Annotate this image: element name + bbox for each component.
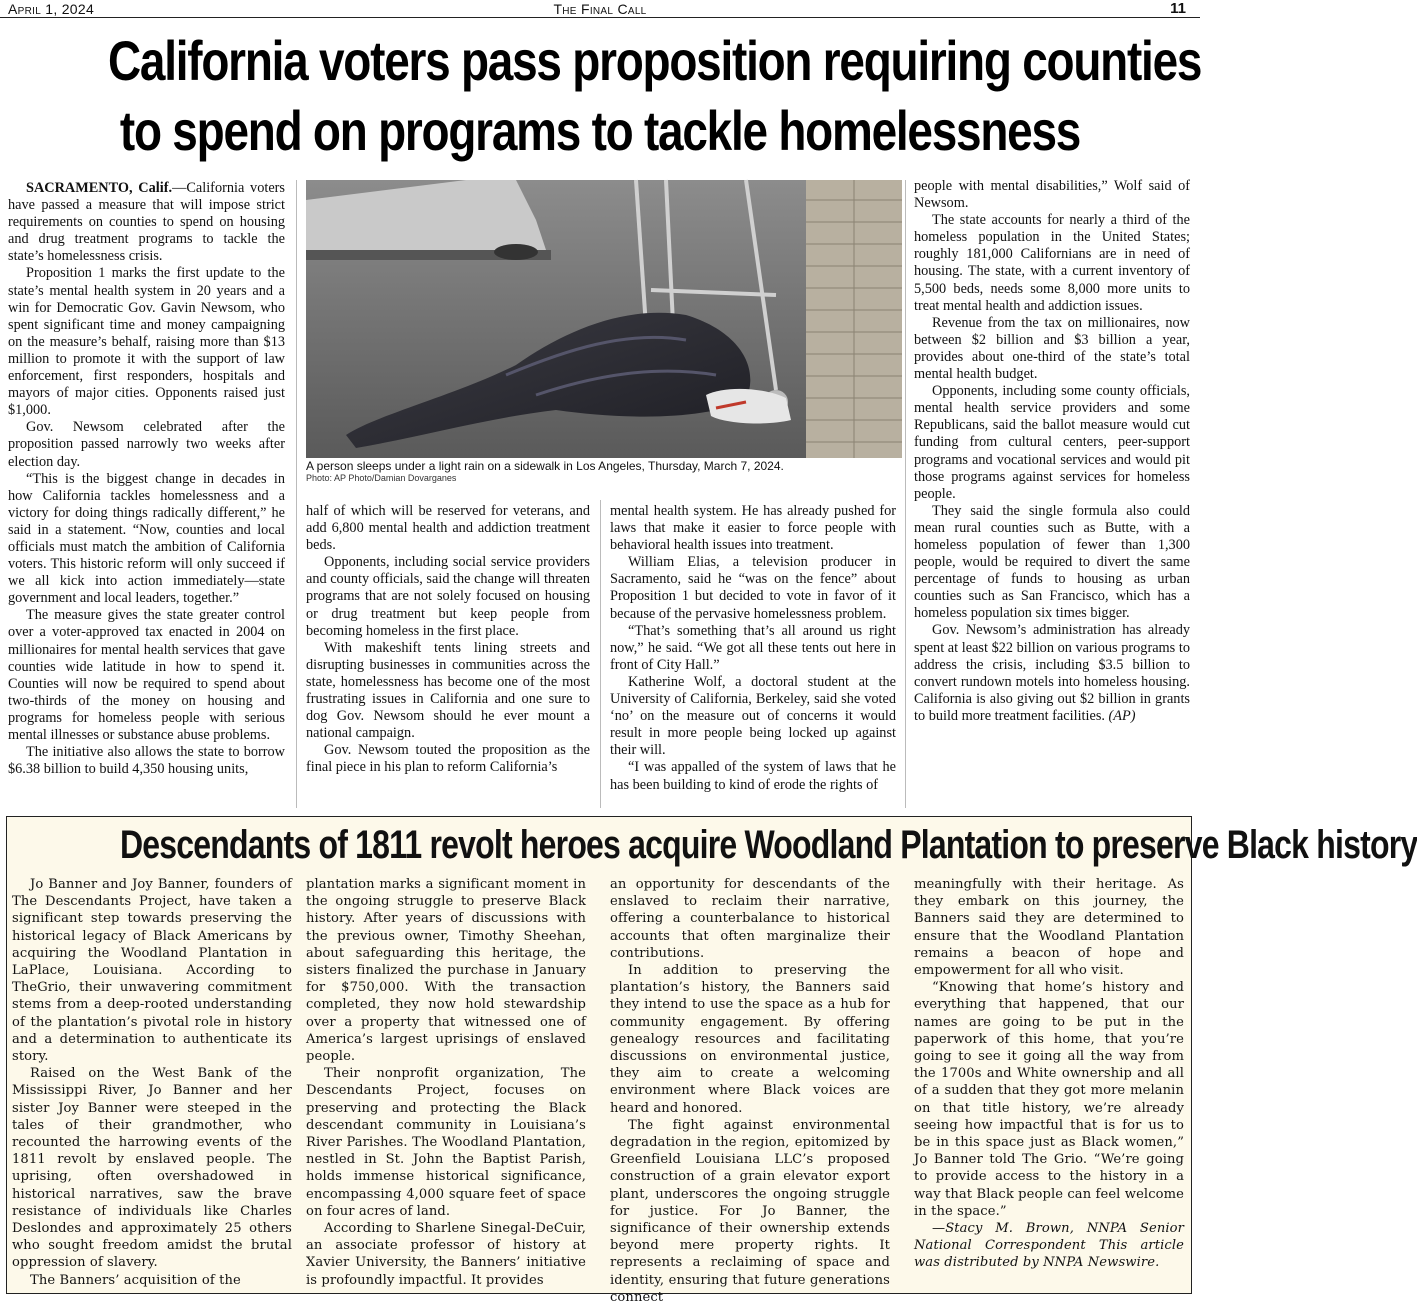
wire-signoff: (AP) <box>1108 707 1136 724</box>
paragraph: Opponents, including some county officials, mental health service providers and some Republicans, said the ballot measure would cut funding from cultural centers, peer-support programs and vocational services and would pit those programs against services for homeless people. <box>914 383 1190 502</box>
paragraph: The state accounts for nearly a third of the homeless population in the United States; roughly 181,000 Californians are in need of housing. The state, with a current inventory of 5,500 beds, needs some 8,000 more units to treat mental health and addiction issues. <box>914 212 1190 314</box>
paragraph: half of which will be reserved for veterans, and add 6,800 mental health and addiction treatment beds. <box>306 503 590 554</box>
publication-name: The Final Call <box>553 1 647 17</box>
story1-lead-paragraph: SACRAMENTO, Calif.—California voters have passed a measure that will impose strict requirements on counties to spend on housing and drug treatment programs to tackle the state’s homelessness crisis. <box>8 180 285 265</box>
paragraph: Gov. Newsom touted the proposition as the final piece in his plan to reform California’s <box>306 742 590 776</box>
story1-column-1 <box>8 180 285 808</box>
paragraph: Katherine Wolf, a doctoral student at the University of California, Berkeley, said she voted ‘no’ on the measure out of concerns it would result in more people being locked up against their will. <box>610 673 896 759</box>
page-number: 11 <box>1170 0 1186 17</box>
paragraph: Their nonprofit organization, The Descendants Project, focuses on preserving and protecting the Black descendant community in Louisiana’s River Parishes. The Woodland Plantation, nestled in St. John the Baptist Parish, holds immense historical significance, encompassing 4,000 square feet of space on four acres of land. <box>306 1066 586 1219</box>
paragraph: Jo Banner and Joy Banner, founders of The Descendants Project, have taken a significant step towards preserving the historical legacy of Black Americans by acquiring the Woodland Plantation in LaPlace, Louisiana. According to TheGrio, their unwavering commitment stems from a deep-rooted understanding of the plantation’s pivotal role in history and a determination to authenticate its story. <box>12 877 292 1065</box>
paragraph: meaningfully with their heritage. As they embark on this journey, the Banners said they are determined to ensure that the Woodland Plantation remains a beacon of hope and empowerment for all who visit. <box>914 877 1184 979</box>
paragraph: The fight against environmental degradation in the region, epitomized by Greenfield Louisiana LLC’s proposed construction of a grain elevator export plant, underscores the ongoing struggle for justice. For Jo Banner, the significance of their ownership extends beyond mere property rights. It represents a reclaiming of space and identity, ensuring that future generations connect <box>610 1117 890 1305</box>
paragraph: mental health system. He has already pushed for laws that make it easier to force people with behavioral health issues into treatment. <box>610 503 896 554</box>
dateline: SACRAMENTO, Calif. <box>26 180 173 196</box>
paragraph: people with mental disabilities,” Wolf said of Newsom. <box>914 178 1190 212</box>
photo-credit: Photo: AP Photo/Damian Dovarganes <box>306 473 457 483</box>
paragraph: Raised on the West Bank of the Mississippi River, Jo Banner and her sister Joy Banner were steeped in the tales of their grandmother, who recounted the harrowing events of the 1811 revolt by enslaved people. The uprising, often overshadowed in historical narratives, saw the brave resistance of individuals like Charles Deslondes and approximately 25 others who sought freedom amidst the brutal oppression of slavery. <box>12 1066 292 1271</box>
paragraph: Revenue from the tax on millionaires, now between $2 billion and $3 billion a year, provides about one-third of the state’s total mental health budget. <box>914 314 1190 383</box>
folio-bar <box>0 0 1200 18</box>
paragraph: William Elias, a television producer in Sacramento, said he “was on the fence” about Proposition 1 but decided to vote in favor of it because of the pervasive homelessness problem. <box>610 554 896 622</box>
issue-date: April 1, 2024 <box>8 1 95 17</box>
photo-caption: A person sleeps under a light rain on a sidewalk in Los Angeles, Thursday, March 7, 2024. <box>306 459 784 473</box>
paragraph: They said the single formula also could mean rural counties such as Butte, with a homeless population of fewer than 1,300 people, would be required to divert the same percentage of funds to housing as urban counties such as San Francisco, which has a homeless population six times bigger. <box>914 502 1190 622</box>
paragraph: “That’s something that’s all around us right now,” he said. “We got all these tents out here in front of City Hall.” <box>610 622 896 673</box>
paragraph: Gov. Newsom celebrated after the proposition passed narrowly two weeks after election day. <box>8 419 285 470</box>
story2-column-2 <box>306 876 586 1290</box>
story1-headline-line2: to spend on programs to tackle homelessness <box>119 99 1081 162</box>
paragraph: “This is the biggest change in decades in how California tackles homelessness and a victory for doing things radically different,” he said in a statement. “Now, counties and local officials must match the ambition of California voters. This historic reform will only succeed if we all kick into action immediately—state government and local leaders, together.” <box>8 470 285 607</box>
paragraph: Proposition 1 marks the first update to the state’s mental health system in 20 years and a win for Democratic Gov. Gavin Newsom, who spent significant time and money campaigning on the measure’s behalf, raising more than $13 million to promote it with the support of law enforcement, first responders, hospitals and mayors of major cities. Opponents raised just $1,000. <box>8 265 285 419</box>
paragraph: “Knowing that home’s history and everything that happened, that our names are going to be put in the paperwork of this home, that you’re going to see it going all the way from the 1700s and White ownership and all of a sudden that they got more melanin on that title history, we’re already seeing how impactful that is for us to be in this space just as Black women,” Jo Banner told The Grio. “We’re going to provide access to the history in a way that Black people can feel welcome in the space.” <box>914 980 1184 1219</box>
paragraph: plantation marks a significant moment in the ongoing struggle to preserve Black history. After years of discussions with the previous owner, Timothy Sheehan, about safeguarding this heritage, the sisters finalized the purchase in January for $750,000. With the transaction completed, they now hold stewardship over a property that witnessed one of America’s largest uprisings of enslaved people. <box>306 877 586 1065</box>
paragraph: The Banners’ acquisition of the <box>30 1272 241 1288</box>
story1-column-4 <box>914 178 1190 810</box>
paragraph: According to Sharlene Sinegal-DeCuir, an associate professor of history at Xavier University, the Banners’ initiative is profoundly impactful. It provides <box>306 1221 586 1288</box>
story2-column-3 <box>610 876 890 1305</box>
story1-column-3 <box>610 503 896 809</box>
story2-column-4 <box>914 876 1184 1290</box>
folio-rule <box>0 17 1200 18</box>
paragraph: With makeshift tents lining streets and disrupting businesses in communities across the state, homelessness has become one of the most frustrating issues in California and one sure to dog Gov. Newsom should he ever mount a national campaign. <box>306 639 590 742</box>
paragraph: The initiative also allows the state to borrow $6.38 billion to build 4,350 housing units, <box>8 744 285 778</box>
paragraph: “I was appalled of the system of laws that he has been building to kind of erode the rights of <box>610 759 896 793</box>
column-rule <box>600 500 601 808</box>
paragraph: In addition to preserving the plantation’s history, the Banners said they intend to use the space as a hub for community engagement. By offering genealogy resources and facilitating discussions on environmental justice, they aim to create a welcoming environment where Black voices are heard and honored. <box>610 963 890 1116</box>
column-rule <box>296 180 297 808</box>
paragraph: Opponents, including social service providers and county officials, said the change will threaten programs that are not solely focused on housing or drug treatment but keep people from becoming homeless in the first place. <box>306 554 590 639</box>
paragraph: an opportunity for descendants of the enslaved to reclaim their narrative, offering a counterbalance to historical accounts that often marginalize their contributions. <box>610 877 890 961</box>
story2-headline: Descendants of 1811 revolt heroes acquire Woodland Plantation to preserve Black history <box>120 823 1417 867</box>
story1-headline-line1: California voters pass proposition requiring counties <box>108 29 1202 92</box>
final-paragraph: Gov. Newsom’s administration has already spent at least $22 billion on various programs to address the crisis, including $3.5 billion to convert rundown motels into homeless housing. California is also giving out $2 billion in grants to build more treatment facilities. (AP) <box>914 622 1190 724</box>
author-signature: —Stacy M. Brown, NNPA Senior National Correspondent This article was distributed by NNPA Newswire. <box>914 1221 1184 1271</box>
story2-column-1 <box>12 876 292 1290</box>
paragraph: The measure gives the state greater control over a voter-approved tax enacted in 2004 on millionaires for mental health services that gave counties wide latitude in how to spend it. Counties will now be required to spend about two-thirds of the money on housing and programs for homeless people with serious mental illnesses or substance abuse problems. <box>8 607 285 743</box>
photo-caption-block <box>306 459 906 484</box>
story1-column-2 <box>306 503 590 809</box>
news-photo <box>306 180 902 458</box>
column-rule <box>905 180 906 808</box>
photo-illustration <box>306 180 902 458</box>
